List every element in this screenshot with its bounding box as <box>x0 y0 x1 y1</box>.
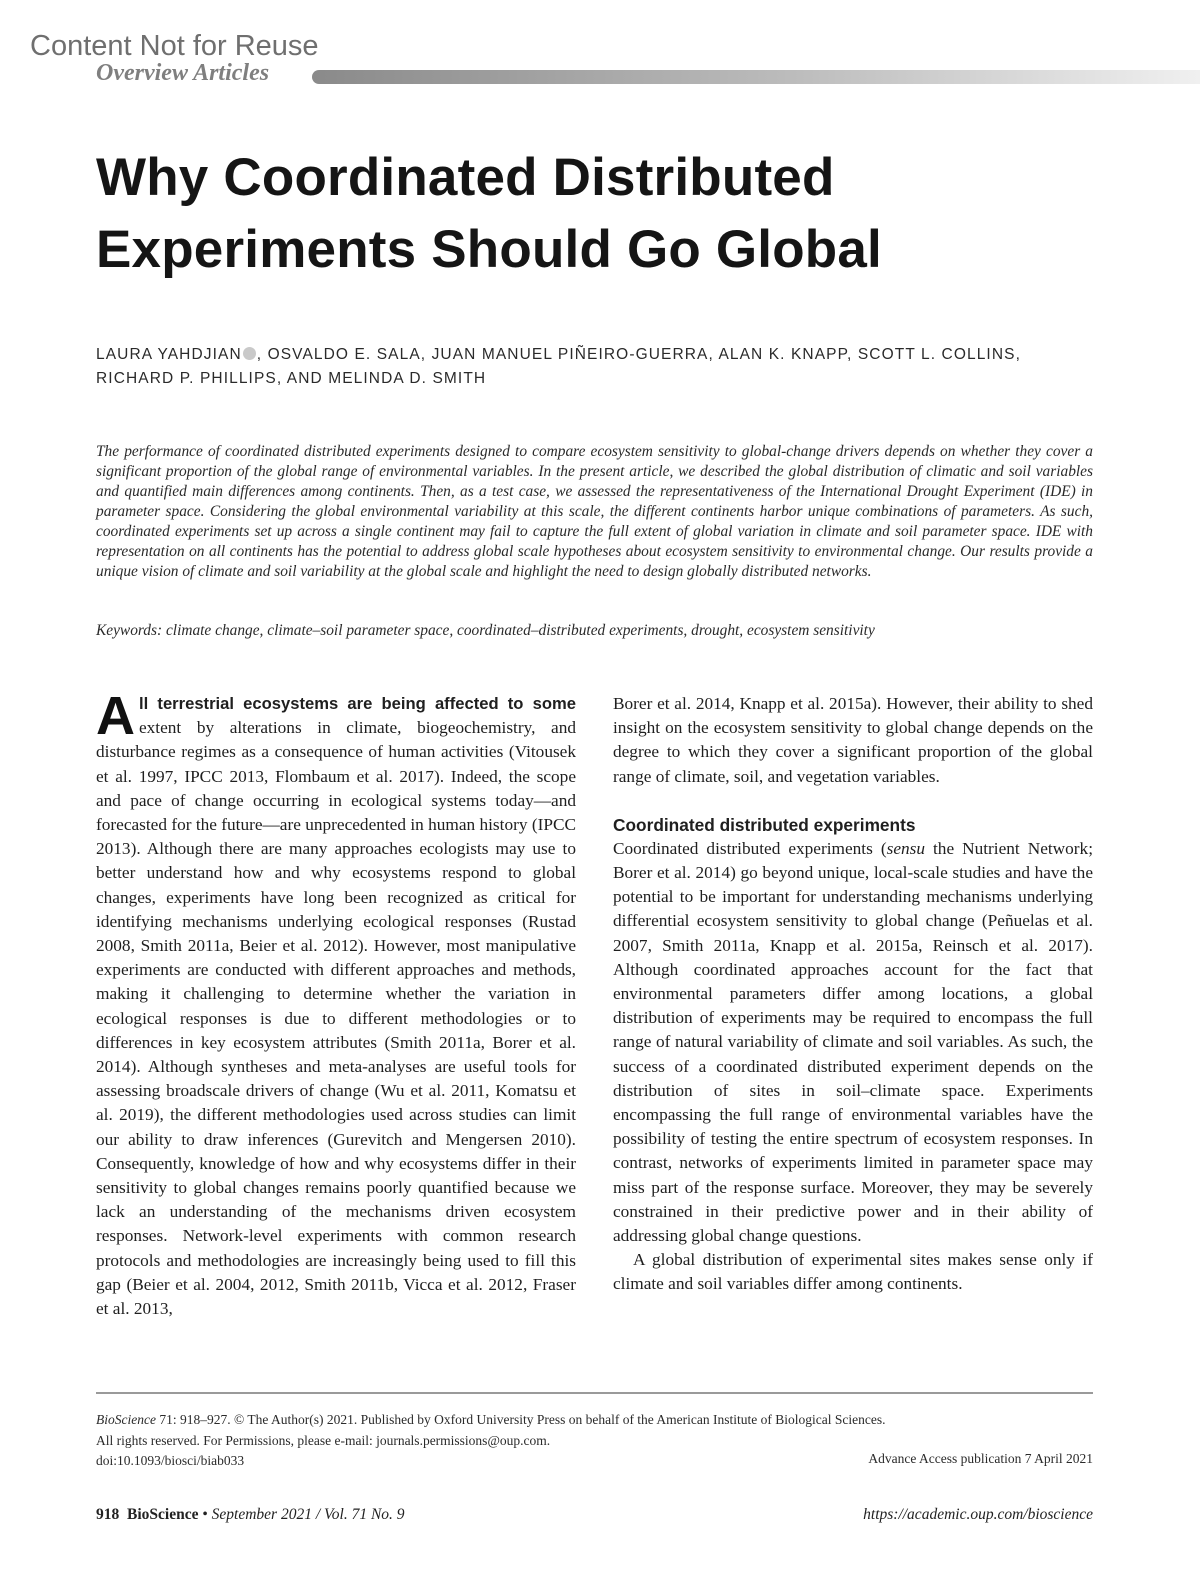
citation-text: 71: 918–927. © The Author(s) 2021. Published by Oxford University Press on behalf of the American Institute of Biological Sciences. <box>155 1412 886 1427</box>
citation-line <box>96 1410 1093 1431</box>
running-journal: BioScience <box>127 1506 199 1523</box>
paragraph-global: A global distribution of experimental sites makes sense only if climate and soil variables differ among continents. <box>613 1250 1093 1294</box>
running-footer: 918 BioScience • September 2021 / Vol. 71 No. 9 <box>96 1506 405 1523</box>
body-column-right <box>613 692 1093 1297</box>
paragraph-intro-text: extent by alterations in climate, biogeochemistry, and disturbance regimes as a consequence of human activities (Vitousek et al. 1997, IPCC 2013, Flombaum et al. 2017). Indeed, the scope and pace of change occurring in ecological systems today—and forecasted for the future—are unprecedented in human history (IPCC 2013). Although there are many approaches ecologists may use to better understand how and why ecosystems respond to global changes, experiments have long been recognized as critical for identifying mechanisms underlying ecological responses (Rustad 2008, Smith 2011a, Beier et al. 2012). However, most manipulative experiments are conducted with different approaches and methods, making it challenging to determine whether the variation in ecological responses is due to different methodologies or to differences in key ecosystem attributes (Smith 2011a, Borer et al. 2014). Although syntheses and meta-analyses are useful tools for assessing broadscale drivers of change (Wu et al. 2011, Komatsu et al. 2019), the different methodologies used across studies can limit our ability to draw inferences (Gurevitch and Mengersen 2010). Consequently, knowledge of how and why ecosystems differ in their sensitivity to global changes remains poorly quantified because we lack an understanding of the mechanisms driven ecosystem responses. Network-level experiments with common research protocols and methodologies are increasingly being used to fill this gap (Beier et al. 2004, 2012, Smith 2011b, Vicca et al. 2012, Fraser et al. 2013, <box>96 718 576 1319</box>
drop-cap: A <box>96 686 135 746</box>
paragraph-intro-continued: Borer et al. 2014, Knapp et al. 2015a). However, their ability to shed insight on the ecosystem sensitivity to global change depends on the degree to which they cover a significant proportion of the global range of climate, soil, and vegetation variables. <box>613 694 1093 786</box>
orcid-icon[interactable] <box>243 347 256 360</box>
section-heading: Coordinated distributed experiments <box>613 814 916 835</box>
author-list <box>96 343 1096 391</box>
title-line-2: Experiments Should Go Global <box>96 220 882 279</box>
paragraph-coordinated <box>613 837 1093 1248</box>
paragraph-text: the Nutrient Network; Borer et al. 2014) go beyond unique, local-scale studies and have the potential to be important for understanding mechanisms underlying differential ecosystem sensitivity to global change (Peñuelas et al. 2007, Smith 2011a, Knapp et al. 2015a, Reinsch et al. 2017). Although coordinated approaches account for the fact that environmental parameters differ among locations, a global distribution of experiments may be required to encompass the full range of natural variability of climate and soil variables. As such, the success of a coordinated distributed experiment depends on the distribution of sites in soil–climate space. Experiments encompassing the full range of environmental variables have the possibility of testing the entire spectrum of ecosystem responses. In contrast, networks of experiments limited in parameter space may miss part of the response surface. Moreover, they may be severely constrained in their predictive power and in their ability of addressing global change questions. <box>613 838 1093 1246</box>
italic-term: sensu <box>886 838 925 858</box>
page-number: 918 <box>96 1506 120 1523</box>
paragraph-text: Coordinated distributed experiments ( <box>613 838 887 858</box>
section-label: Overview Articles <box>96 60 270 86</box>
paragraph-intro <box>96 686 576 1321</box>
advance-access: Advance Access publication 7 April 2021 <box>868 1451 1093 1466</box>
abstract: The performance of coordinated distributed experiments designed to compare ecosystem sensitivity to global-change drivers depends on whether they cover a significant proportion of the global range of environmental variables. In the present article, we described the global distribution of climatic and soil variables and quantified main differences among continents. Then, as a test case, we assessed the representativeness of the International Drought Experiment (IDE) in parameter space. Considering the global environmental variability at this scale, the different continents harbor unique combinations of parameters. As such, coordinated experiments set up across a single continent may fail to capture the full extent of global variation in climate and soil parameter space. IDE with representation on all continents has the potential to address global scale hypotheses about ecosystem sensitivity to environmental change. Our results provide a unique vision of climate and soil variability at the global scale and highlight the need to design globally distributed networks. <box>96 443 1093 580</box>
body-column-left <box>96 686 576 1321</box>
authors-rest: , OSVALDO E. SALA, JUAN MANUEL PIÑEIRO-GUERRA, ALAN K. KNAPP, SCOTT L. COLLINS, <box>256 346 1021 363</box>
article-title <box>96 142 1096 286</box>
footer-rule <box>96 1392 1093 1394</box>
watermark-text: Content Not for Reuse <box>30 30 319 62</box>
author-first: LAURA YAHDJIAN <box>96 346 242 363</box>
rights-line: All rights reserved. For Permissions, please e-mail: journals.permissions@oup.com. <box>96 1432 551 1448</box>
doi[interactable]: doi:10.1093/biosci/biab033 <box>96 1453 245 1468</box>
journal-name: BioScience <box>96 1412 156 1427</box>
issue-info: September 2021 / Vol. 71 No. 9 <box>211 1506 405 1523</box>
keywords: Keywords: climate change, climate–soil parameter space, coordinated–distributed experiments, drought, ecosystem sensitivity <box>96 622 875 639</box>
title-line-1: Why Coordinated Distributed <box>96 148 835 207</box>
authors-line-2: RICHARD P. PHILLIPS, AND MELINDA D. SMITH <box>96 370 487 387</box>
lead-in: ll terrestrial ecosystems are being affected to some <box>139 694 576 713</box>
authors-line-1 <box>96 343 1096 367</box>
journal-url[interactable]: https://academic.oup.com/bioscience <box>863 1506 1093 1523</box>
header-gradient-rule <box>312 70 1200 84</box>
